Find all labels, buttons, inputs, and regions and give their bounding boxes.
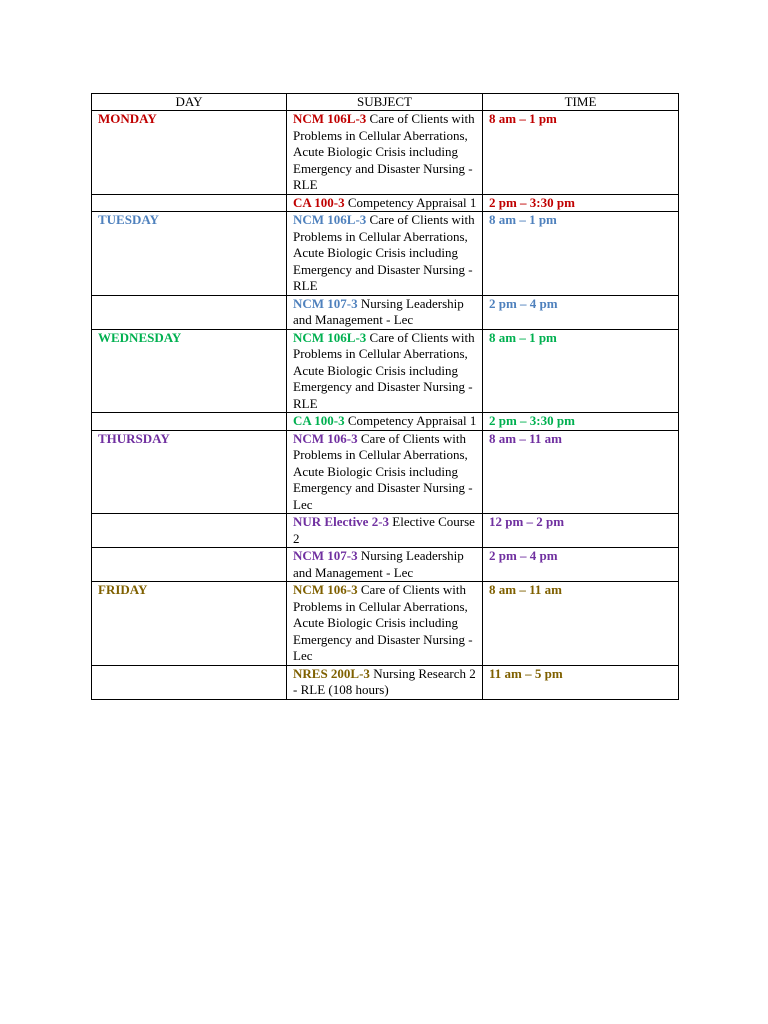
time-value: 11 am – 5 pm [489,665,563,681]
day-cell [92,295,287,329]
subject-cell [287,430,483,514]
time-value: 2 pm – 4 pm [489,295,558,311]
subject-cell [287,548,483,582]
subject-description: Care of Clients with Problems in Cellular Aberrations, Acute Biologic Crisis including Emergency and Disaster Nursing - RLE [293,111,475,192]
table-row [92,295,679,329]
subject-cell [287,665,483,699]
day-label: FRIDAY [98,582,148,597]
day-cell [92,413,287,431]
subject-code: NCM 106L-3 [293,329,367,345]
table-row [92,582,679,666]
day-cell [92,212,287,296]
time-cell [483,194,679,212]
time-cell [483,329,679,413]
time-value: 8 am – 11 am [489,582,562,597]
day-cell [92,582,287,666]
table-row [92,329,679,413]
subject-code: NCM 106L-3 [293,111,367,126]
day-cell [92,329,287,413]
time-value: 8 am – 11 am [489,430,562,446]
table-row [92,548,679,582]
subject-code: NCM 106-3 [293,430,358,446]
day-cell [92,111,287,195]
time-value: 8 am – 1 pm [489,111,557,126]
time-cell [483,514,679,548]
header-row [92,94,679,111]
time-cell [483,665,679,699]
day-cell [92,194,287,212]
day-label: THURSDAY [98,430,170,446]
day-label: MONDAY [98,111,157,126]
subject-code: CA 100-3 [293,194,345,210]
subject-description: Care of Clients with Problems in Cellular Aberrations, Acute Biologic Crisis including Emergency and Disaster Nursing - RLE [293,212,475,293]
time-value: 2 pm – 3:30 pm [489,413,575,428]
subject-cell [287,111,483,195]
subject-code: NUR Elective 2-3 [293,514,390,529]
day-cell [92,514,287,548]
time-cell [483,548,679,582]
subject-code: NCM 106-3 [293,582,358,597]
subject-description: Nursing Leadership and Management - Lec [293,548,464,580]
table-row [92,665,679,699]
header-day: DAY [92,94,287,111]
table-row [92,194,679,212]
time-cell [483,413,679,431]
time-cell [483,430,679,514]
header-subject: SUBJECT [287,94,483,111]
subject-description: Nursing Research 2 - RLE (108 hours) [293,665,476,697]
subject-description: Care of Clients with Problems in Cellular Aberrations, Acute Biologic Crisis including Emergency and Disaster Nursing - RLE [293,329,475,411]
header-time: TIME [483,94,679,111]
table-row [92,514,679,548]
subject-cell [287,212,483,296]
time-cell [483,111,679,195]
subject-code: CA 100-3 [293,413,345,428]
subject-description: Care of Clients with Problems in Cellular Aberrations, Acute Biologic Crisis including Emergency and Disaster Nursing - Lec [293,430,473,512]
subject-description: Care of Clients with Problems in Cellular Aberrations, Acute Biologic Crisis including Emergency and Disaster Nursing - Lec [293,582,473,663]
subject-cell [287,413,483,431]
subject-code: NCM 107-3 [293,548,358,563]
time-value: 8 am – 1 pm [489,212,557,227]
time-cell [483,295,679,329]
table-row [92,413,679,431]
time-value: 12 pm – 2 pm [489,514,565,529]
time-value: 2 pm – 3:30 pm [489,194,575,210]
table-row [92,212,679,296]
time-value: 2 pm – 4 pm [489,548,558,563]
subject-description: Nursing Leadership and Management - Lec [293,295,464,327]
day-cell [92,548,287,582]
subject-description: Competency Appraisal 1 [344,413,477,428]
subject-cell [287,295,483,329]
table-row [92,111,679,195]
time-cell [483,212,679,296]
time-cell [483,582,679,666]
table-row [92,430,679,514]
subject-code: NCM 106L-3 [293,212,367,227]
subject-cell [287,194,483,212]
subject-code: NCM 107-3 [293,295,358,311]
class-schedule-table [91,93,679,700]
day-label: WEDNESDAY [98,329,182,345]
subject-cell [287,514,483,548]
subject-description: Elective Course 2 [293,514,475,546]
day-label: TUESDAY [98,212,159,227]
day-cell [92,430,287,514]
subject-cell [287,329,483,413]
time-value: 8 am – 1 pm [489,329,557,345]
day-cell [92,665,287,699]
subject-cell [287,582,483,666]
subject-description: Competency Appraisal 1 [344,194,477,210]
subject-code: NRES 200L-3 [293,665,370,681]
